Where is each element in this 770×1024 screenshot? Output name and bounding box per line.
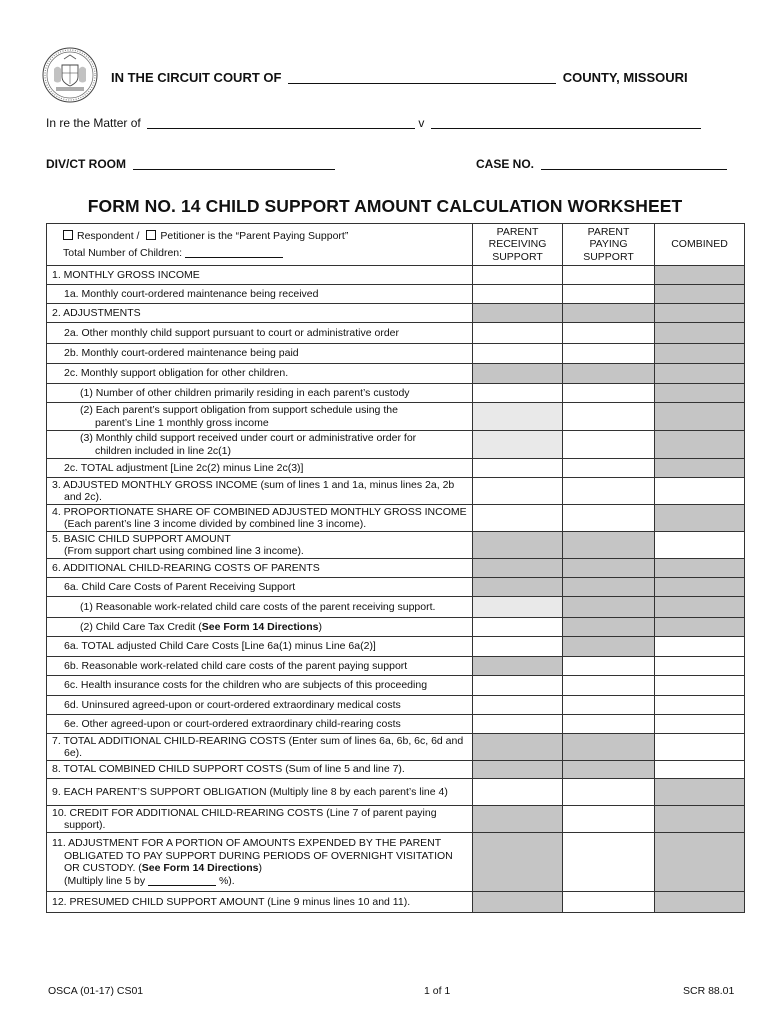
petitioner-name-blank[interactable] (147, 128, 415, 129)
value-cell[interactable] (655, 478, 745, 505)
shaded-cell (563, 618, 655, 637)
shaded-cell (655, 266, 745, 285)
shaded-cell (655, 779, 745, 806)
row-label-text: 11. ADJUSTMENT FOR A PORTION OF AMOUNTS EXPENDED BY THE PARENT OBLIGATED TO PAY SUPPORT DURING PERIODS OF OVERNIGHT VISITATION OR CUSTODY. ( (52, 837, 453, 874)
div-room-blank[interactable] (133, 169, 335, 170)
row-label: 9. EACH PARENT’S SUPPORT OBLIGATION (Multiply line 8 by each parent’s line 4) (47, 779, 473, 806)
shaded-cell (563, 532, 655, 559)
value-cell[interactable] (473, 637, 563, 657)
col1-line2: RECEIVING (488, 238, 547, 251)
table-row (47, 637, 745, 657)
worksheet-table (46, 223, 745, 913)
percent-label: %). (218, 874, 235, 887)
multiply-label: (Multiply line 5 by (64, 874, 146, 887)
row-label: 8. TOTAL COMBINED CHILD SUPPORT COSTS (Sum of line 5 and line 7). (47, 761, 473, 779)
div-room-line (46, 157, 335, 171)
value-cell[interactable] (655, 761, 745, 779)
children-count-label: Total Number of Children: (63, 246, 183, 259)
table-row (47, 403, 745, 431)
value-cell[interactable] (563, 285, 655, 304)
table-row (47, 833, 745, 892)
table-row (47, 266, 745, 285)
value-cell[interactable] (563, 384, 655, 403)
case-number-label: CASE NO. (476, 157, 535, 171)
value-cell[interactable] (655, 532, 745, 559)
value-cell[interactable] (563, 657, 655, 676)
shaded-cell (563, 559, 655, 578)
col-parent-paying (563, 224, 655, 266)
row-label-line1: 5. BASIC CHILD SUPPORT AMOUNT (52, 532, 231, 545)
row-label: 2c. TOTAL adjustment [Line 2c(2) minus Line 2c(3)] (47, 459, 473, 478)
case-number-blank[interactable] (541, 169, 727, 170)
table-row (47, 431, 745, 459)
table-row (47, 364, 745, 384)
row-label: 10. CREDIT FOR ADDITIONAL CHILD-REARING COSTS (Line 7 of parent paying support). (47, 806, 473, 833)
value-cell[interactable] (473, 618, 563, 637)
shaded-cell (473, 833, 563, 892)
col2-line2: PAYING (589, 238, 628, 251)
shaded-cell (655, 384, 745, 403)
row-label: 4. PROPORTIONATE SHARE OF COMBINED ADJUSTED MONTHLY GROSS INCOME (Each parent’s line 3 income divided by combined line 3 income). (47, 505, 473, 532)
row-label (47, 403, 473, 431)
petitioner-checkbox[interactable] (146, 230, 156, 240)
value-cell[interactable] (563, 715, 655, 734)
table-row (47, 779, 745, 806)
respondent-label: Respondent / (77, 229, 140, 242)
col-combined: COMBINED (655, 224, 745, 266)
shaded-cell (655, 344, 745, 364)
col-parent-receiving (473, 224, 563, 266)
shaded-cell (473, 761, 563, 779)
value-cell[interactable] (563, 459, 655, 478)
table-row (47, 304, 745, 323)
value-cell[interactable] (563, 696, 655, 715)
shaded-cell (655, 578, 745, 597)
row-label-text-end: ) (258, 862, 263, 874)
row-label (47, 833, 473, 892)
petitioner-label: Petitioner is the “Parent Paying Support” (160, 229, 349, 242)
row-label (47, 532, 473, 559)
row-label: 3. ADJUSTED MONTHLY GROSS INCOME (sum of lines 1 and 1a, minus lines 2a, 2b and 2c). (47, 478, 473, 505)
value-cell[interactable] (473, 505, 563, 532)
row-label: 6d. Uninsured agreed-upon or court-ordered extraordinary medical costs (47, 696, 473, 715)
value-cell[interactable] (473, 597, 563, 618)
value-cell[interactable] (473, 431, 563, 459)
row-label (47, 431, 473, 459)
table-row (47, 676, 745, 696)
shaded-cell (655, 323, 745, 344)
shaded-cell (563, 637, 655, 657)
table-row (47, 734, 745, 761)
court-suffix: COUNTY, MISSOURI (562, 70, 688, 85)
row-label: 1a. Monthly court-ordered maintenance being received (47, 285, 473, 304)
value-cell[interactable] (473, 696, 563, 715)
shaded-cell (473, 304, 563, 323)
value-cell[interactable] (473, 266, 563, 285)
value-cell[interactable] (563, 779, 655, 806)
county-blank[interactable] (288, 83, 556, 84)
respondent-checkbox[interactable] (63, 230, 73, 240)
shaded-cell (655, 431, 745, 459)
value-cell[interactable] (473, 285, 563, 304)
row-label-text-end: ) (318, 620, 322, 633)
court-heading (111, 70, 711, 85)
footer-page-number: 1 of 1 (424, 985, 451, 997)
row-label: 6c. Health insurance costs for the children who are subjects of this proceeding (47, 676, 473, 696)
div-room-label: DIV/CT ROOM (46, 157, 126, 171)
row-label-line2: parent’s Line 1 monthly gross income (95, 416, 269, 429)
shaded-cell (473, 559, 563, 578)
row-label: 6e. Other agreed-upon or court-ordered extraordinary child-rearing costs (47, 715, 473, 734)
children-count-blank[interactable] (185, 257, 283, 258)
shaded-cell (655, 597, 745, 618)
value-cell[interactable] (473, 344, 563, 364)
shaded-cell (655, 304, 745, 323)
row-label: (1) Number of other children primarily residing in each parent’s custody (47, 384, 473, 403)
shaded-cell (563, 364, 655, 384)
shaded-cell (655, 559, 745, 578)
row-label: 2. ADJUSTMENTS (47, 304, 473, 323)
value-cell[interactable] (473, 459, 563, 478)
table-row (47, 657, 745, 676)
value-cell[interactable] (655, 715, 745, 734)
row-label: 6a. TOTAL adjusted Child Care Costs [Line 6a(1) minus Line 6a(2)] (47, 637, 473, 657)
shaded-cell (473, 892, 563, 913)
value-cell[interactable] (473, 384, 563, 403)
shaded-cell (563, 578, 655, 597)
respondent-name-blank[interactable] (431, 128, 701, 129)
shaded-cell (473, 532, 563, 559)
table-row (47, 344, 745, 364)
table-row (47, 459, 745, 478)
missouri-seal-icon (42, 47, 98, 103)
table-row (47, 323, 745, 344)
shaded-cell (563, 304, 655, 323)
value-cell[interactable] (655, 637, 745, 657)
row-label: 6a. Child Care Costs of Parent Receiving Support (47, 578, 473, 597)
shaded-cell (473, 734, 563, 761)
col1-line3: SUPPORT (492, 250, 543, 263)
directions-reference: See Form 14 Directions (201, 620, 319, 633)
row-label-line1: (3) Monthly child support received under court or administrative order for (80, 432, 417, 444)
versus-label: v (418, 116, 425, 130)
value-cell[interactable] (473, 715, 563, 734)
value-cell[interactable] (473, 478, 563, 505)
table-row (47, 384, 745, 403)
shaded-cell (655, 618, 745, 637)
shaded-cell (563, 761, 655, 779)
table-row (47, 761, 745, 779)
value-cell[interactable] (473, 779, 563, 806)
court-prefix: IN THE CIRCUIT COURT OF (111, 70, 282, 85)
shaded-cell (655, 403, 745, 431)
table-row (47, 597, 745, 618)
table-row (47, 578, 745, 597)
value-cell[interactable] (563, 266, 655, 285)
party-selector-cell (47, 224, 473, 266)
shaded-cell (655, 892, 745, 913)
value-cell[interactable] (655, 696, 745, 715)
table-row (47, 559, 745, 578)
row-label: 6b. Reasonable work-related child care costs of the parent paying support (47, 657, 473, 676)
shaded-cell (473, 364, 563, 384)
shaded-cell (655, 285, 745, 304)
row-label: 12. PRESUMED CHILD SUPPORT AMOUNT (Line 9 minus lines 10 and 11). (47, 892, 473, 913)
table-header-row (47, 224, 745, 266)
value-cell[interactable] (563, 478, 655, 505)
value-cell[interactable] (563, 344, 655, 364)
value-cell[interactable] (655, 676, 745, 696)
shaded-cell (563, 597, 655, 618)
case-number-line (476, 157, 727, 171)
shaded-cell (473, 657, 563, 676)
table-row (47, 806, 745, 833)
value-cell[interactable] (655, 657, 745, 676)
row-label-text: (2) Child Care Tax Credit ( (80, 620, 202, 633)
matter-label: In re the Matter of (46, 116, 141, 130)
directions-reference: See Form 14 Directions (141, 862, 259, 874)
table-row (47, 892, 745, 913)
value-cell[interactable] (563, 833, 655, 892)
row-label-line2: children included in line 2c(1) (95, 444, 231, 457)
table-row (47, 505, 745, 532)
shaded-cell (655, 806, 745, 833)
table-row (47, 285, 745, 304)
row-label: (1) Reasonable work-related child care costs of the parent receiving support. (47, 597, 473, 618)
value-cell[interactable] (563, 431, 655, 459)
shaded-cell (563, 734, 655, 761)
shaded-cell (473, 806, 563, 833)
matter-line (46, 116, 701, 130)
col2-line3: SUPPORT (583, 250, 634, 263)
value-cell[interactable] (473, 323, 563, 344)
value-cell[interactable] (563, 505, 655, 532)
row-label: 2b. Monthly court-ordered maintenance being paid (47, 344, 473, 364)
value-cell[interactable] (563, 403, 655, 431)
footer-form-code: OSCA (01-17) CS01 (48, 985, 144, 997)
shaded-cell (655, 364, 745, 384)
form-title: FORM NO. 14 CHILD SUPPORT AMOUNT CALCULATION WORKSHEET (87, 196, 683, 216)
shaded-cell (655, 459, 745, 478)
row-label: 2a. Other monthly child support pursuant to court or administrative order (47, 323, 473, 344)
footer-rule-number: SCR 88.01 (683, 985, 735, 997)
value-cell[interactable] (473, 676, 563, 696)
table-row (47, 715, 745, 734)
shaded-cell (655, 833, 745, 892)
shaded-cell (655, 505, 745, 532)
col2-line1: PARENT (587, 225, 630, 238)
table-row (47, 478, 745, 505)
value-cell[interactable] (563, 892, 655, 913)
shaded-cell (473, 578, 563, 597)
percent-blank[interactable] (148, 885, 216, 886)
row-label: 6. ADDITIONAL CHILD-REARING COSTS OF PARENTS (47, 559, 473, 578)
row-label: 2c. Monthly support obligation for other children. (47, 364, 473, 384)
row-label: 7. TOTAL ADDITIONAL CHILD-REARING COSTS (Enter sum of lines 6a, 6b, 6c, 6d and 6e). (47, 734, 473, 761)
row-label (47, 618, 473, 637)
value-cell[interactable] (563, 323, 655, 344)
col1-line1: PARENT (496, 225, 539, 238)
value-cell[interactable] (473, 403, 563, 431)
row-label: 1. MONTHLY GROSS INCOME (47, 266, 473, 285)
value-cell[interactable] (563, 806, 655, 833)
value-cell[interactable] (563, 676, 655, 696)
row-label-line1: (2) Each parent’s support obligation from support schedule using the (80, 404, 398, 416)
table-row (47, 618, 745, 637)
value-cell[interactable] (655, 734, 745, 761)
table-row (47, 696, 745, 715)
table-row (47, 532, 745, 559)
row-label-line2: (From support chart using combined line 3 income). (64, 545, 304, 557)
